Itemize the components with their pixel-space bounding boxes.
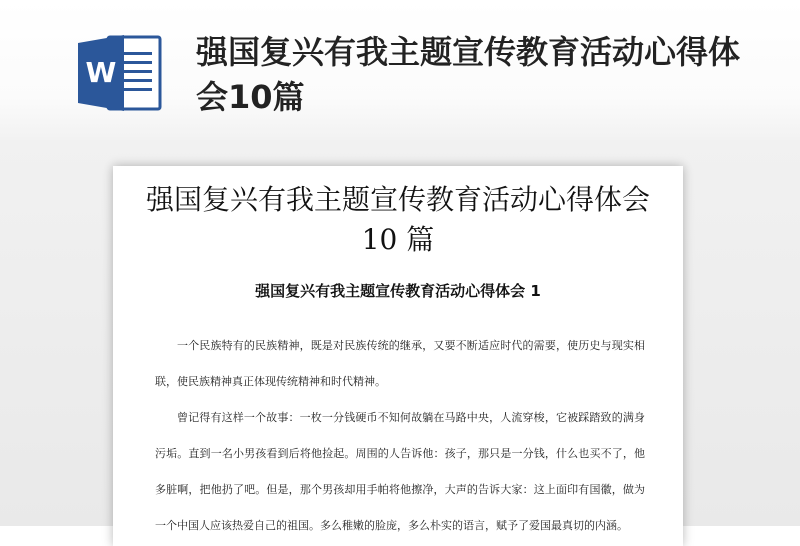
page-title: 强国复兴有我主题宣传教育活动心得体会10篇: [196, 33, 741, 116]
document-page: [113, 166, 683, 546]
body-paragraph: 曾记得有这样一个故事：一枚一分钱硬币不知何故躺在马路中央，人流穿梭，它被踩踏致的满身污垢。直到一名小男孩看到后将他捡起。周围的人告诉他：孩子，那只是一分钱，什么也买不了，他多脏啊，把他扔了吧。但是，那个男孩却用手帕将他擦净，大声的告诉大家：这上面印有国徽，做为一个中国人应该热爱自己的祖国。多么稚嫩的脸庞，多么朴实的语言，赋予了爱国最真切的内涵。: [155, 411, 645, 532]
header-banner: [0, 0, 800, 140]
document-title: 强国复兴有我主题宣传教育活动心得体会 10 篇: [145, 183, 650, 256]
body-paragraph: 一个民族特有的民族精神，既是对民族传统的继承，又要不断适应时代的需要，使历史与现实相联，使民族精神真正体现传统精神和时代精神。: [155, 339, 645, 388]
document-body: [155, 328, 645, 544]
word-document-icon: [78, 32, 164, 114]
word-icon-letter: W: [85, 56, 117, 89]
document-subtitle: 强国复兴有我主题宣传教育活动心得体会 1: [255, 282, 541, 300]
